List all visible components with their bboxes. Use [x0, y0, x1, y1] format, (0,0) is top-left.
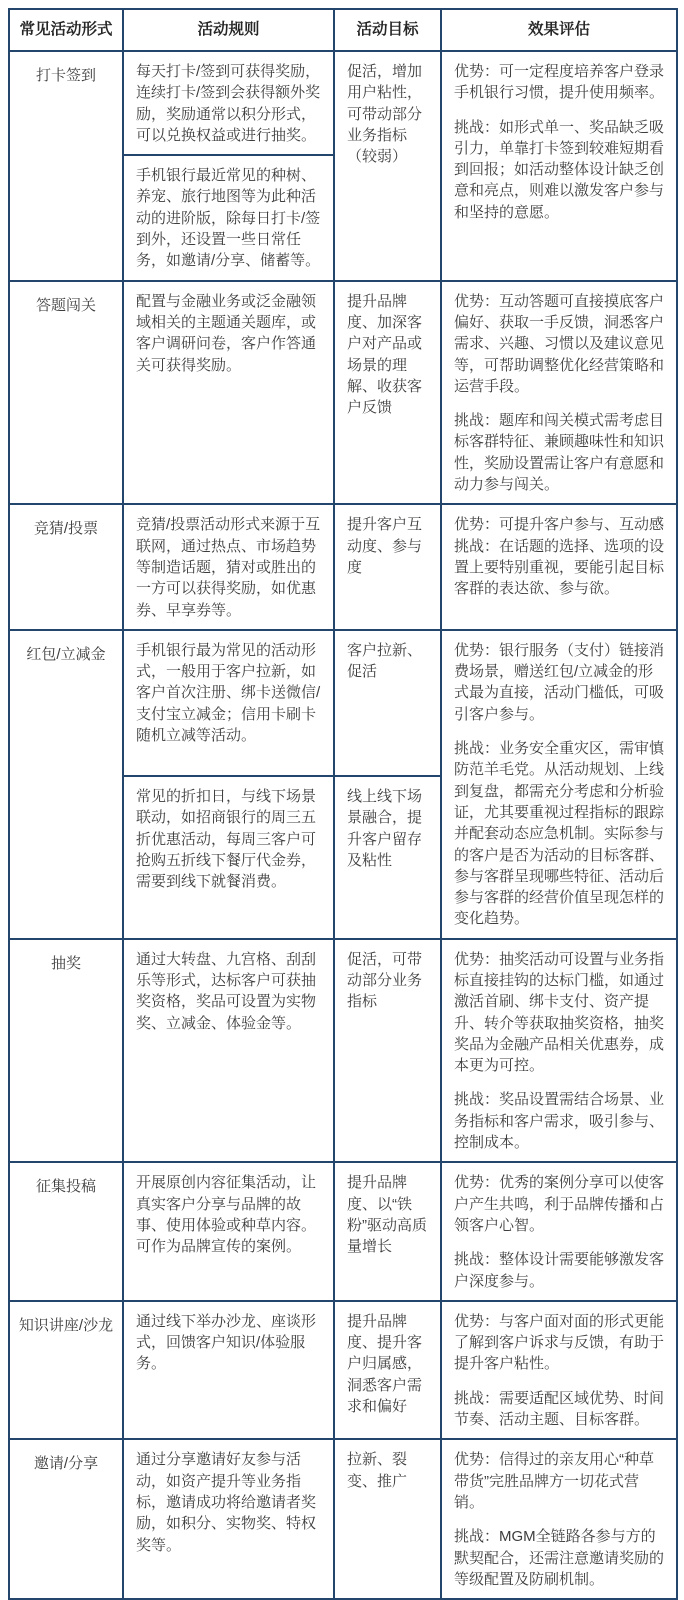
evaluation-advantage: 优势：可提升客户参与、互动感	[454, 516, 665, 534]
evaluation-cell	[441, 630, 677, 939]
form-label: 竞猜/投票	[33, 520, 99, 538]
form-label: 打卡签到	[35, 67, 96, 84]
goal-cell	[334, 1301, 441, 1439]
goal-text: 提升品牌度、以“铁粉”驱动高质量增长	[347, 1174, 427, 1256]
rules-cell	[123, 776, 334, 939]
form-label: 征集投稿	[35, 1178, 96, 1196]
rules-cell	[123, 51, 334, 155]
goal-text: 客户拉新、促活	[347, 641, 423, 681]
evaluation-advantage: 优势：信得过的亲友用心“种草带货”完胜品牌方一切花式营销。	[454, 1451, 654, 1511]
evaluation-advantage: 优势：与客户面对面的形式更能了解到客户诉求与反馈，有助于提升客户粘性。	[454, 1312, 665, 1373]
activity-comparison-table	[8, 8, 678, 1600]
row-redpacket	[9, 630, 677, 776]
evaluation-challenge: 挑战：MGM全链路各参与方的默契配合，还需注意邀请奖励的等级配置及防刷机制。	[454, 1528, 665, 1588]
goal-cell	[334, 1162, 441, 1300]
form-cell	[9, 1439, 123, 1599]
form-cell	[9, 504, 123, 629]
rules-cell	[123, 155, 334, 280]
evaluation-challenge: 挑战：业务安全重灾区，需审慎防范羊毛党。从活动规划、上线到复盘，都需充分考虑和分析验证，尤其要重视过程指标的跟踪并配套动态应急机制。实际参与的客户是否为活动的目标客群、参与客群呈现哪些特征、活动后参与客群的经营价值呈现怎样的变化趋势。	[454, 740, 665, 928]
evaluation-cell	[441, 281, 677, 505]
evaluation-cell	[441, 51, 677, 281]
rules-cell	[123, 939, 334, 1163]
rules-cell	[123, 630, 334, 776]
evaluation-challenge: 挑战：整体设计需要能够激发客户深度参与。	[454, 1251, 665, 1290]
goal-cell	[334, 776, 441, 939]
form-label: 抽奖	[50, 954, 81, 972]
evaluation-challenge: 挑战：奖品设置需结合场景、业务指标和客户需求，吸引参与、控制成本。	[454, 1091, 665, 1152]
rules-text: 通过线下举办沙龙、座谈形式，回馈客户知识/体验服务。	[136, 1312, 317, 1373]
form-label: 知识讲座/沙龙	[18, 1316, 114, 1334]
goal-text: 线上线下场景融合，提升客户留存及粘性	[347, 788, 423, 870]
evaluation-advantage: 优势：抽奖活动可设置与业务指标直接挂钩的达标门槛，如通过激活首刷、绑卡支付、资产提升、转介等获取抽奖资格，抽奖奖品为金融产品相关优惠券，成本更为可控。	[454, 950, 665, 1075]
goal-text: 促活，可带动部分业务指标	[347, 950, 423, 1011]
goal-text: 提升品牌度、加深客户对产品或场景的理解、收获客户反馈	[347, 292, 423, 417]
rules-text: 开展原创内容征集活动，让真实客户分享与品牌的故事、使用体验或种草内容。可作为品牌宣传的案例。	[136, 1174, 317, 1256]
rules-text: 常见的折扣日，与线下场景联动，如招商银行的周三五折优惠活动，每周三客户可抢购五折线下餐厅代金券，需要到线下就餐消费。	[136, 788, 317, 891]
evaluation-cell	[441, 1301, 677, 1439]
rules-cell	[123, 1162, 334, 1300]
header-activity-rules: 活动规则	[123, 9, 334, 51]
evaluation-challenge: 挑战：如形式单一、奖品缺乏吸引力，单靠打卡签到较难短期看到回报；如活动整体设计缺乏创意和亮点，则难以激发客户参与和坚持的意愿。	[454, 118, 665, 221]
evaluation-cell	[441, 939, 677, 1163]
rules-cell	[123, 1301, 334, 1439]
header-activity-goal: 活动目标	[334, 9, 441, 51]
form-label: 邀请/分享	[33, 1455, 99, 1473]
evaluation-cell	[441, 504, 677, 629]
evaluation-advantage: 优势：银行服务（支付）链接消费场景，赠送红包/立减金的形式最为直接，活动门槛低，可吸引客户参与。	[454, 641, 665, 723]
rules-text: 通过大转盘、九宫格、刮刮乐等形式，达标客户可获抽奖资格，奖品可设置为实物奖、立减金、体验金等。	[136, 950, 317, 1032]
header-activity-form: 常见活动形式	[9, 9, 123, 51]
rules-cell	[123, 1439, 334, 1599]
goal-cell	[334, 939, 441, 1163]
form-cell	[9, 281, 123, 505]
evaluation-challenge: 挑战：需要适配区域优势、时间节奏、活动主题、目标客群。	[454, 1389, 665, 1429]
goal-text: 提升品牌度、提升客户归属感，洞悉客户需求和偏好	[347, 1312, 423, 1416]
row-invite-share	[9, 1439, 677, 1599]
row-check-in	[9, 51, 677, 155]
rules-text: 每天打卡/签到可获得奖励，连续打卡/签到会获得额外奖励，奖励通常以积分形式，可以兑换权益或进行抽奖。	[136, 63, 321, 144]
evaluation-advantage: 优势：互动答题可直接摸底客户偏好、获取一手反馈，洞悉客户需求、兴趣、习惯以及建议意见等，可帮助调整优化经营策略和运营手段。	[454, 292, 665, 395]
evaluation-challenge: 挑战：在话题的选择、选项的设置上要特别重视，要能引起目标客群的表达欲、参与欲。	[454, 537, 665, 598]
form-cell	[9, 1301, 123, 1439]
evaluation-advantage: 优势：优秀的案例分享可以使客户产生共鸣，利于品牌传播和占领客户心智。	[454, 1174, 665, 1234]
form-label: 红包/立减金	[26, 645, 106, 663]
header-effect-evaluation: 效果评估	[441, 9, 677, 51]
goal-text: 促活，增加用户粘性，可带动部分业务指标（较弱）	[347, 63, 423, 166]
form-cell	[9, 939, 123, 1163]
evaluation-advantage: 优势：可一定程度培养客户登录手机银行习惯，提升使用频率。	[454, 63, 665, 102]
evaluation-cell	[441, 1439, 677, 1599]
form-cell	[9, 630, 123, 939]
row-content-collection	[9, 1162, 677, 1300]
goal-cell	[334, 51, 441, 281]
evaluation-challenge: 挑战：题库和闯关模式需考虑目标客群特征、兼顾趣味性和知识性，奖励设置需让客户有意愿和动力参与闯关。	[454, 412, 665, 494]
evaluation-cell	[441, 1162, 677, 1300]
goal-cell	[334, 630, 441, 776]
row-lottery	[9, 939, 677, 1163]
goal-text: 拉新、裂变、推广	[347, 1451, 408, 1490]
rules-text: 手机银行最近常见的种树、养宠、旅行地图等为此种活动的进阶版，除每日打卡/签到外，还设置一些日常任务，如邀请/分享、储蓄等。	[136, 167, 321, 270]
rules-text: 手机银行最为常见的活动形式，一般用于客户拉新，如客户首次注册、绑卡送微信/支付宝立减金；信用卡刷卡随机立减等活动。	[136, 641, 321, 745]
form-cell	[9, 1162, 123, 1300]
goal-cell	[334, 1439, 441, 1599]
rules-text: 配置与金融业务或泛金融领域相关的主题通关题库，或客户调研问卷，客户作答通关可获得奖励。	[136, 292, 317, 374]
row-lecture-salon	[9, 1301, 677, 1439]
header-row	[9, 9, 677, 51]
goal-text: 提升客户互动度、参与度	[347, 516, 423, 576]
rules-cell	[123, 281, 334, 505]
form-label: 答题闯关	[35, 296, 96, 314]
row-quiz	[9, 281, 677, 505]
rules-text: 通过分享邀请好友参与活动，如资产提升等业务指标，邀请成功将给邀请者奖励，如积分、实物奖、特权奖等。	[136, 1451, 317, 1554]
rules-cell	[123, 504, 334, 629]
goal-cell	[334, 281, 441, 505]
row-guess-vote	[9, 504, 677, 629]
rules-text: 竞猜/投票活动形式来源于互联网，通过热点、市场趋势等制造话题，猜对或胜出的一方可以获得奖励，如优惠券、早享券等。	[136, 516, 321, 619]
goal-cell	[334, 504, 441, 629]
form-cell	[9, 51, 123, 281]
